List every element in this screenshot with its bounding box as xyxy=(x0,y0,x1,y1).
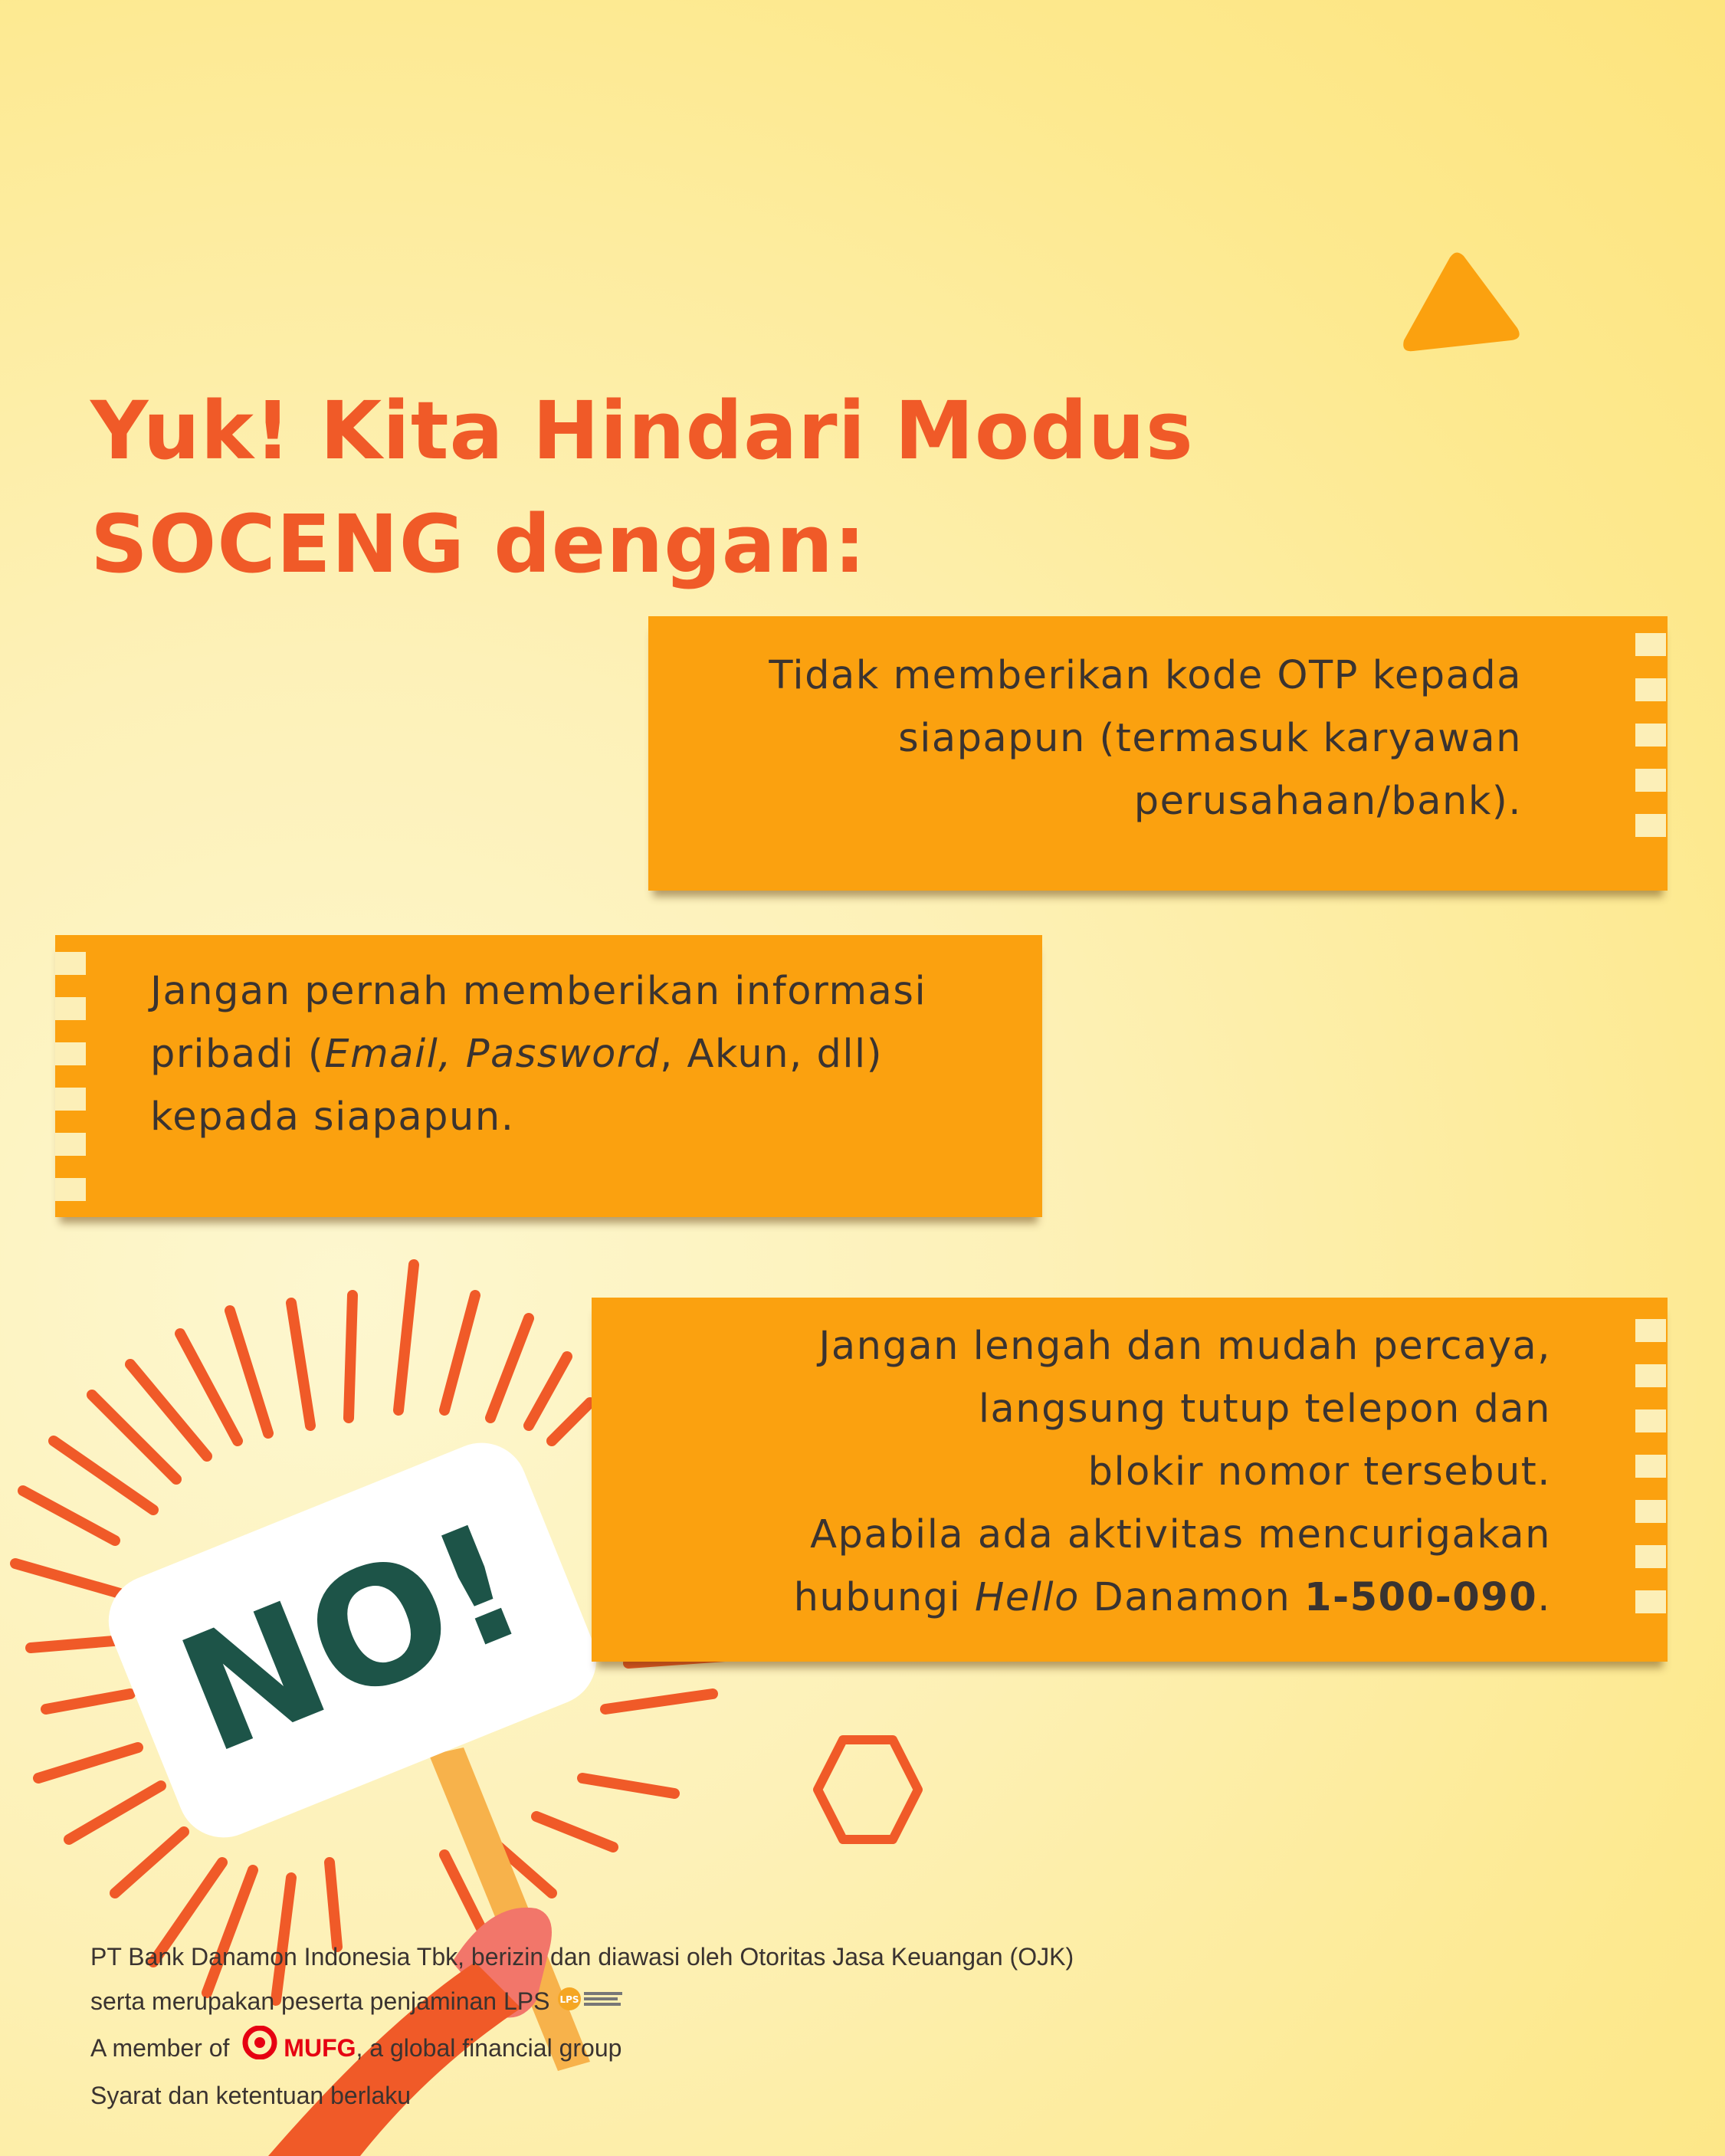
tip-phone-line: blokir nomor tersebut. xyxy=(1087,1449,1551,1495)
perforation-edge xyxy=(55,952,87,1223)
perforation-edge xyxy=(1635,633,1668,859)
mufg-wordmark: MUFG xyxy=(284,2033,356,2062)
tip-otp-line: perusahaan/bank). xyxy=(1133,779,1522,824)
tip-personal-line: Jangan pernah memberikan informasi xyxy=(150,969,927,1014)
hotline-number: 1-500-090 xyxy=(1304,1575,1538,1620)
headline-line-2: SOCENG dengan: xyxy=(90,497,867,591)
triangle-decoration xyxy=(1395,245,1529,368)
tip-personal-line: pribadi (Email, Password, Akun, dll) xyxy=(150,1032,884,1077)
footer-line-2: serta merupakan peserta penjaminan LPS LPS xyxy=(90,1979,1074,2026)
legal-footer xyxy=(90,1934,1074,2118)
tip-card-phone xyxy=(592,1298,1668,1662)
tip-card-otp xyxy=(648,616,1668,891)
tip-otp-line: Tidak memberikan kode OTP kepada xyxy=(769,653,1522,698)
hexagon-decoration xyxy=(805,1728,927,1851)
lps-logo xyxy=(556,1981,625,2026)
tip-card-personal-info xyxy=(55,935,1042,1217)
tip-otp-line: siapapun (termasuk karyawan xyxy=(898,716,1522,761)
tip-text-personal-info xyxy=(150,960,926,1149)
footer-line-1: PT Bank Danamon Indonesia Tbk, berizin dan diawasi oleh Otoritas Jasa Keuangan (OJK) xyxy=(90,1943,1074,1971)
tip-phone-line: Apabila ada aktivitas mencurigakan xyxy=(810,1512,1551,1557)
tip-phone-line: Jangan lengah dan mudah percaya, xyxy=(818,1324,1551,1369)
sign-no-text: NO! xyxy=(156,1486,547,1790)
svg-text:LPS: LPS xyxy=(559,1994,579,2005)
tip-phone-line: langsung tutup telepon dan xyxy=(978,1386,1551,1432)
tip-text-otp xyxy=(769,645,1522,833)
tip-text-phone xyxy=(794,1315,1551,1629)
tip-personal-line: kepada siapapun. xyxy=(150,1094,515,1140)
footer-line-4: Syarat dan ketentuan berlaku xyxy=(90,2082,412,2110)
headline-line-1: Yuk! Kita Hindari Modus xyxy=(90,384,1194,477)
tip-phone-line: hubungi Hello Danamon 1-500-090. xyxy=(793,1575,1551,1620)
perforation-edge xyxy=(1635,1319,1668,1636)
mufg-logo-icon xyxy=(236,2026,284,2073)
headline xyxy=(90,374,1194,601)
footer-line-3: A member of MUFG, a global financial group xyxy=(90,2026,1074,2074)
